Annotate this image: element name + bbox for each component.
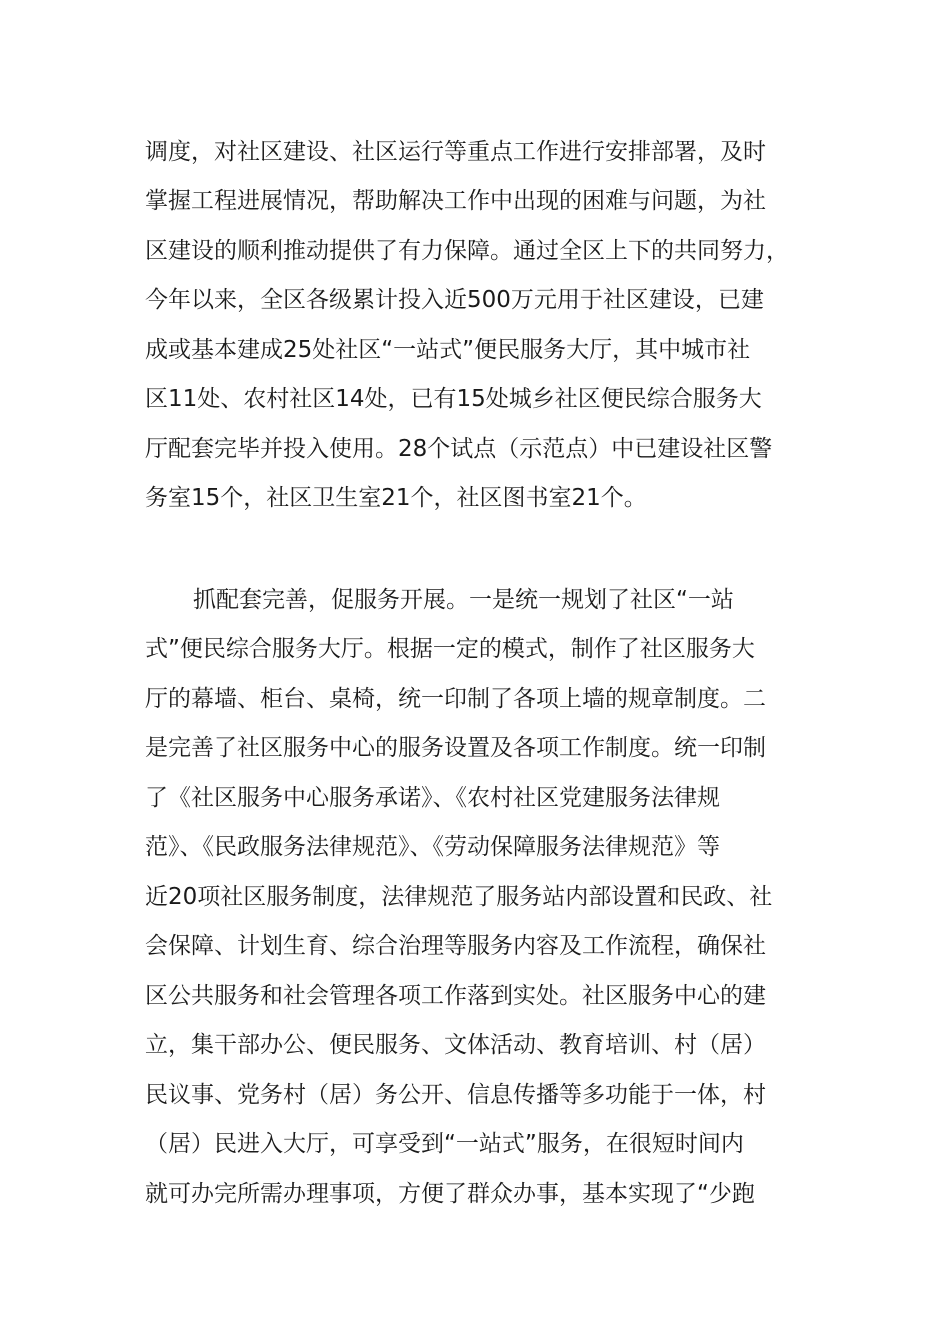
text-line: 就可办完所需办理事项，方便了群众办事，基本实现了“少跑 (145, 1181, 755, 1207)
text-line: 区建设的顺利推动提供了有力保障。通过全区上下的共同努力， (145, 238, 789, 264)
text-line: 厅配套完毕并投入使用。28个试点（示范点）中已建设社区警 (145, 436, 773, 462)
text-line: 了《社区服务中心服务承诺》、《农村社区党建服务法律规 (145, 785, 720, 811)
text-line: 立，集干部办公、便民服务、文体活动、教育培训、村（居） (145, 1032, 766, 1058)
text-line: 成或基本建成25处社区“一站式”便民服务大厅，其中城市社 (145, 337, 751, 363)
text-line: 今年以来，全区各级累计投入近500万元用于社区建设，已建 (145, 287, 764, 313)
text-line: 抓配套完善，促服务开展。一是统一规划了社区“一站 (193, 587, 734, 613)
text-line: 是完善了社区服务中心的服务设置及各项工作制度。统一印制 (145, 735, 766, 761)
text-line: 式”便民综合服务大厅。根据一定的模式，制作了社区服务大 (145, 636, 755, 662)
text-line: 范》、《民政服务法律规范》、《劳动保障服务法律规范》等 (145, 834, 720, 860)
text-line: 近20项社区服务制度，法律规范了服务站内部设置和民政、社 (145, 884, 773, 910)
text-line: 区公共服务和社会管理各项工作落到实处。社区服务中心的建 (145, 983, 766, 1009)
text-line: 民议事、党务村（居）务公开、信息传播等多功能于一体，村 (145, 1082, 766, 1108)
text-line: 掌握工程进展情况，帮助解决工作中出现的困难与问题，为社 (145, 188, 766, 214)
text-line: 务室15个，社区卫生室21个，社区图书室21个。 (145, 485, 647, 511)
text-line: 区11处、农村社区14处，已有15处城乡社区便民综合服务大 (145, 386, 762, 412)
text-line: 厅的幕墙、柜台、桌椅，统一印制了各项上墙的规章制度。二 (145, 686, 766, 712)
text-line: （居）民进入大厅，可享受到“一站式”服务，在很短时间内 (145, 1131, 744, 1157)
text-line: 会保障、计划生育、综合治理等服务内容及工作流程，确保社 (145, 933, 766, 959)
text-line: 调度，对社区建设、社区运行等重点工作进行安排部署，及时 (145, 139, 766, 165)
